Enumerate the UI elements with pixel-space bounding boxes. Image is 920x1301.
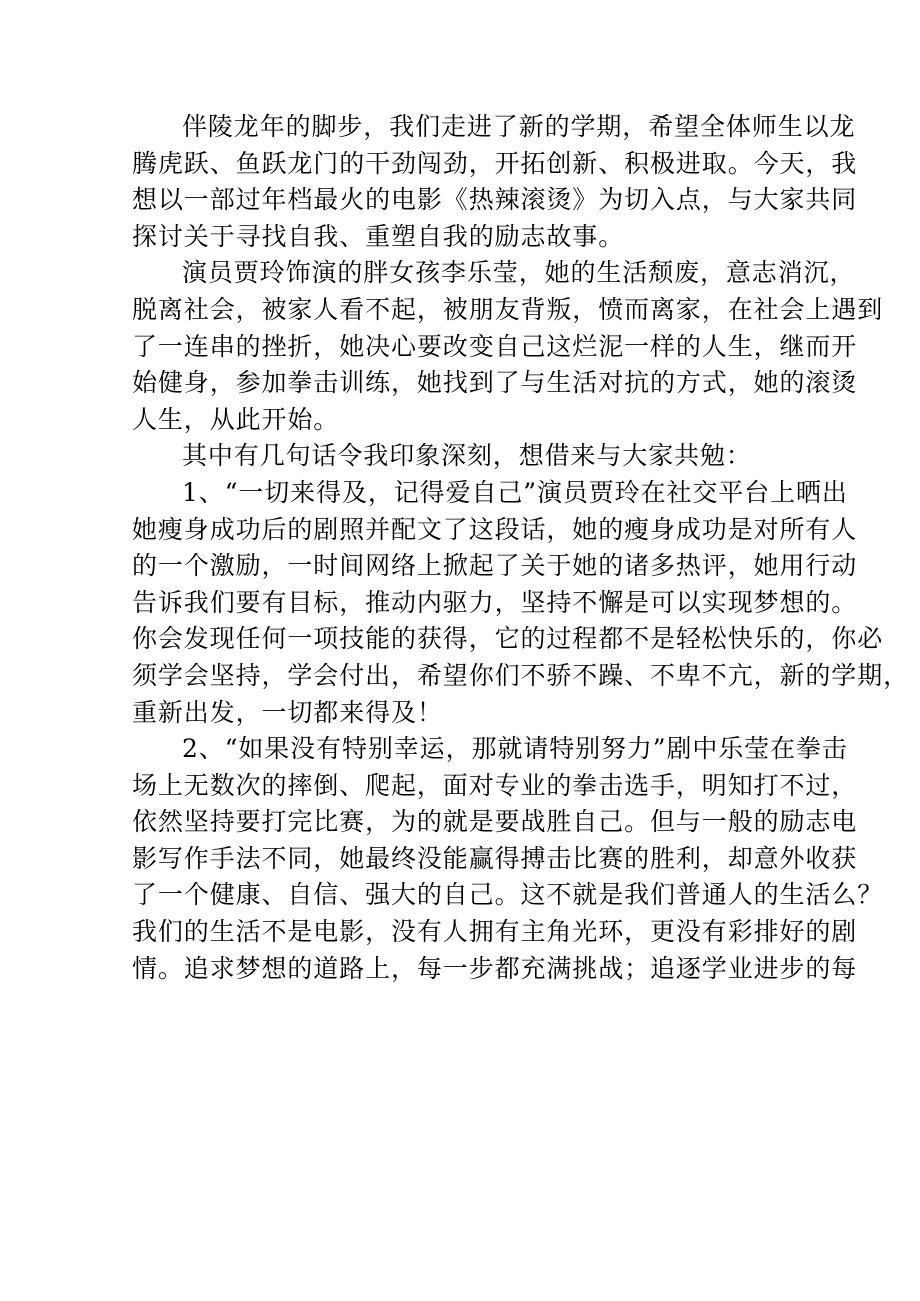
- text-line: 演员贾玲饰演的胖女孩李乐莹，她的生活颓废，意志消沉，: [182, 258, 856, 288]
- text-line: 我们的生活不是电影，没有人拥有主角光环，更没有彩排好的剧: [132, 917, 858, 947]
- text-line: 了一个健康、自信、强大的自己。这不就是我们普通人的生活么？: [132, 880, 884, 910]
- text-line: 了一连串的挫折，她决心要改变自己这烂泥一样的人生，继而开: [132, 331, 858, 361]
- text-line: 场上无数次的摔倒、爬起，面对专业的拳击选手，明知打不过，: [132, 770, 858, 800]
- paragraph-quote-2: [132, 732, 884, 986]
- text-line: 1、“一切来得及，记得爱自己”演员贾玲在社交平台上晒出: [182, 477, 848, 507]
- text-line: 须学会坚持，学会付出，希望你们不骄不躁、不卑不亢，新的学期，: [132, 660, 910, 690]
- text-line: 伴陵龙年的脚步，我们走进了新的学期，希望全体师生以龙: [182, 112, 856, 141]
- paragraph-intro: [132, 110, 858, 254]
- text-line: 2、“如果没有特别幸运，那就请特别努力”剧中乐莹在拳击: [182, 734, 848, 764]
- text-line: 告诉我们要有目标，推动内驱力，坚持不懈是可以实现梦想的。: [132, 587, 858, 617]
- text-line: 情。追求梦想的道路上，每一步都充满挑战；追逐学业进步的每: [132, 953, 858, 983]
- text-line: 依然坚持要打完比赛，为的就是要战胜自己。但与一般的励志电: [132, 807, 858, 837]
- paragraph-quote-1: [132, 476, 910, 730]
- text-line: 你会发现任何一项技能的获得，它的过程都不是轻松快乐的，你必: [132, 624, 884, 654]
- text-line: 影写作手法不同，她最终没能赢得搏击比赛的胜利，却意外收获: [132, 843, 858, 873]
- paragraph-quotes-intro: [132, 439, 797, 473]
- text-line: 始健身，参加拳击训练，她找到了与生活对抗的方式，她的滚烫: [132, 368, 858, 398]
- text-line: 她瘦身成功后的剧照并配文了这段话，她的瘦身成功是对所有人: [132, 514, 858, 544]
- document-body: [132, 110, 910, 988]
- text-line: 人生，从此开始。: [132, 404, 340, 434]
- paragraph-story: [132, 256, 884, 436]
- text-line: 脱离社会，被家人看不起，被朋友背叛，愤而离家，在社会上遇到: [132, 294, 884, 324]
- text-line: 的一个激励，一时间网络上掀起了关于她的诸多热评，她用行动: [132, 551, 858, 581]
- text-line: 想以一部过年档最火的电影《热辣滚烫》为切入点，与大家共同: [132, 185, 858, 215]
- text-line: 重新出发，一切都来得及！: [132, 697, 443, 727]
- text-line: 腾虎跃、鱼跃龙门的干劲闯劲，开拓创新、积极进取。今天，我: [132, 148, 858, 178]
- text-line: 探讨关于寻找自我、重塑自我的励志故事。: [132, 221, 625, 251]
- text-line: 其中有几句话令我印象深刻，想借来与大家共勉：: [182, 441, 752, 471]
